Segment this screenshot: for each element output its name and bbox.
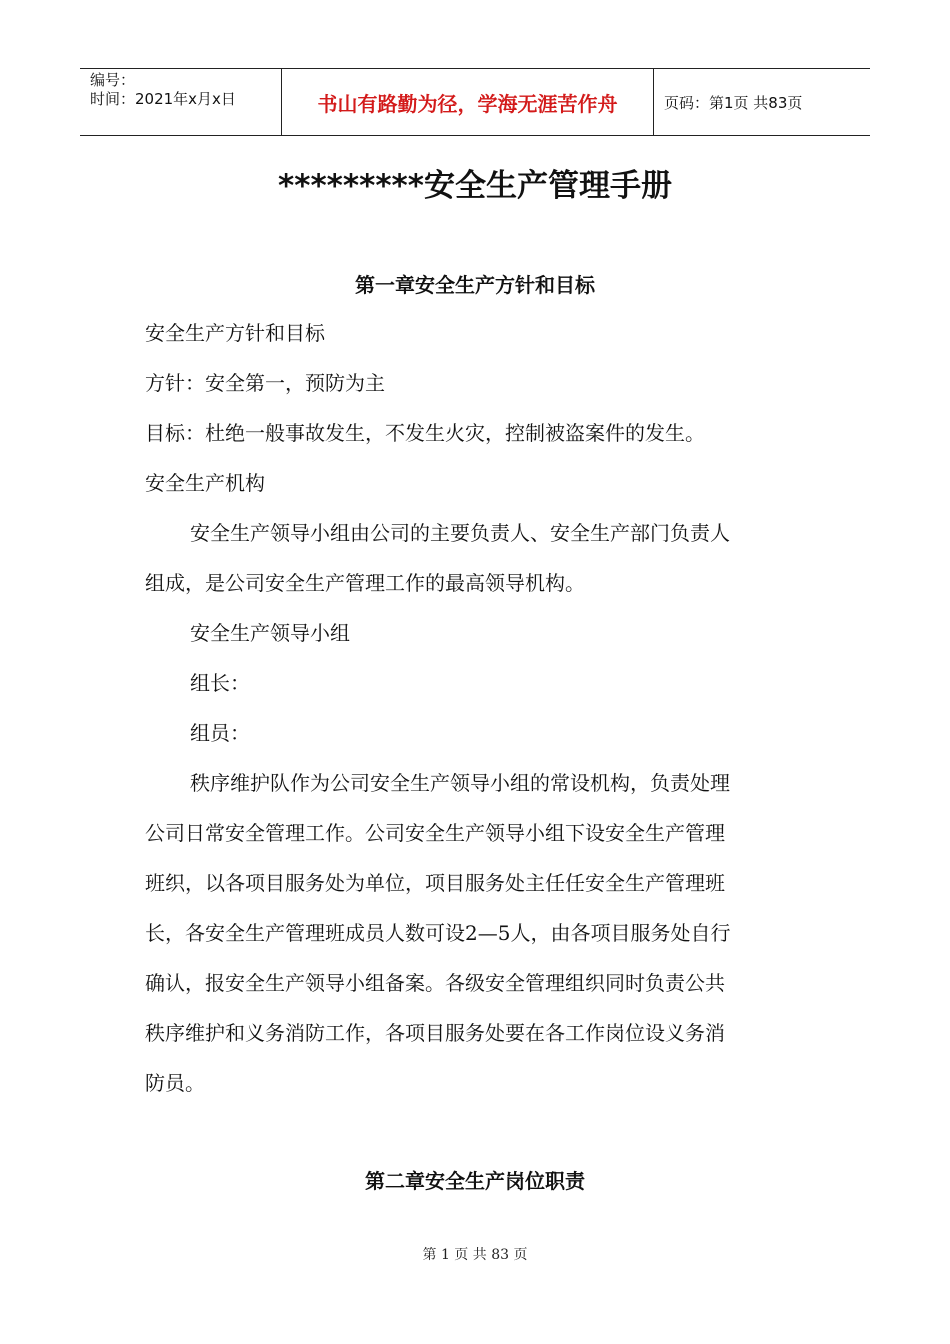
chapter-heading-2: 第二章安全生产岗位职责 (365, 1169, 585, 1193)
page-header (80, 68, 870, 136)
paragraph-line: 班织，以各项目服务处为单位，项目服务处主任任安全生产管理班 (145, 871, 725, 895)
paragraph-line: 组长： (190, 671, 250, 695)
document-title: *********安全生产管理手册 (278, 168, 672, 204)
page-footer: 第 1 页 共 83 页 (422, 1247, 528, 1263)
paragraph-line: 安全生产方针和目标 (145, 321, 325, 345)
header-motto: 书山有路勤为径，学海无涯苦作舟 (282, 69, 654, 135)
paragraph-line: 长，各安全生产管理班成员人数可设2—5人，由各项目服务处自行 (145, 921, 731, 945)
paragraph-line: 安全生产机构 (145, 471, 265, 495)
paragraph-line: 目标：杜绝一般事故发生，不发生火灾，控制被盗案件的发生。 (145, 421, 705, 445)
paragraph-line: 组员： (190, 721, 250, 745)
paragraph-line: 方针：安全第一，预防为主 (145, 371, 385, 395)
paragraph-line: 秩序维护和义务消防工作，各项目服务处要在各工作岗位设义务消 (145, 1021, 725, 1045)
paragraph-line: 公司日常安全管理工作。公司安全生产领导小组下设安全生产管理 (145, 821, 725, 845)
header-page-info: 页码：第1页 共83页 (664, 93, 803, 112)
paragraph-line: 组成，是公司安全生产管理工作的最高领导机构。 (145, 571, 585, 595)
time-label: 时间：2021年x月x日 (90, 90, 236, 108)
number-label: 编号： (90, 71, 136, 89)
paragraph-line: 安全生产领导小组 (190, 621, 350, 645)
paragraph-line: 安全生产领导小组由公司的主要负责人、安全生产部门负责人 (190, 521, 730, 545)
paragraph-line: 确认，报安全生产领导小组备案。各级安全管理组织同时负责公共 (145, 971, 725, 995)
paragraph-line: 防员。 (145, 1071, 205, 1095)
header-meta (80, 69, 282, 135)
paragraph-line: 秩序维护队作为公司安全生产领导小组的常设机构，负责处理 (190, 771, 730, 795)
chapter-heading-1: 第一章安全生产方针和目标 (355, 273, 595, 297)
